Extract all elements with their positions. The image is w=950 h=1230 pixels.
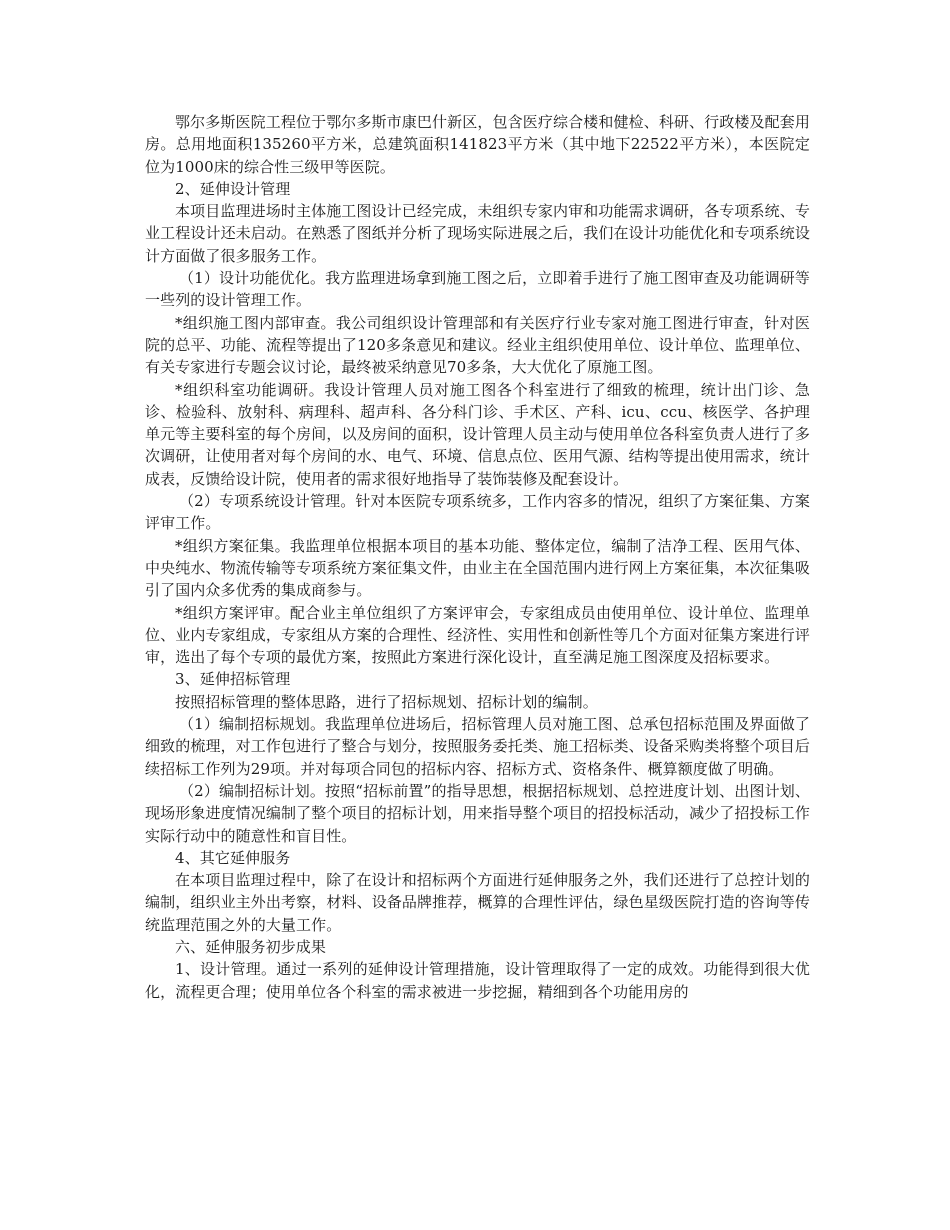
heading-tender-management: 3、延伸招标管理 [175,670,291,689]
paragraph-special-systems: （2）专项系统设计管理。针对本医院专项系统多，工作内容多的情况，组织了方案征集、方案评审工作。 [145,492,810,533]
paragraph-other-services: 在本项目监理过程中，除了在设计和招标两个方面进行延伸服务之外，我们还进行了总控计划的编制，组织业主外出考察，材料、设备品牌推荐，概算的合理性评估，绿色星级医院打造的咨询等传统监理范围之外的大量工作。 [145,871,810,934]
heading-initial-results: 六、延伸服务初步成果 [175,937,327,956]
paragraph-drawing-review: *组织施工图内部审查。我公司组织设计管理部和有关医疗行业专家对施工图进行审查，针对医院的总平、功能、流程等提出了120多条意见和建议。经业主组织使用单位、设计单位、监理单位、有关专家进行专题会议讨论，最终被采纳意见70多条，大大优化了原施工图。 [145,313,810,377]
paragraph-design-results: 1、设计管理。通过一系列的延伸设计管理措施，设计管理取得了一定的成效。功能得到很大优化，流程更合理；使用单位各个科室的需求被进一步挖掘，精细到各个功能用房的 [145,960,810,1001]
heading-design-management: 2、延伸设计管理 [175,179,291,198]
paragraph-design-intro: 本项目监理进场时主体施工图设计已经完成，未组织专家内审和功能需求调研，各专项系统、专业工程设计还未启动。在熟悉了图纸并分析了现场实际进展之后，我们在设计功能优化和专项系统设计方面做了很多服务工作。 [145,202,810,265]
paragraph-function-optimization: （1）设计功能优化。我方监理进场拿到施工图之后，立即着手进行了施工图审查及功能调研等一些列的设计管理工作。 [145,269,810,310]
paragraph-tender-intro: 按照招标管理的整体思路，进行了招标规划、招标计划的编制。 [175,692,598,711]
paragraph-tender-planning: （1）编制招标规划。我监理单位进场后，招标管理人员对施工图、总承包招标范围及界面做了细致的梳理，对工作包进行了整合与划分，按照服务委托类、施工招标类、设备采购类将整个项目后续招标工作列为29项。并对每项合同包的招标内容、招标方式、资格条件、概算额度做了明确。 [145,715,810,778]
heading-other-services: 4、其它延伸服务 [175,848,291,867]
paragraph-tender-schedule: （2）编制招标计划。按照“招标前置”的指导思想，根据招标规划、总控进度计划、出图计划、现场形象进度情况编制了整个项目的招标计划，用来指导整个项目的招投标活动，减少了招投标工作实际行动中的随意性和盲目性。 [145,781,810,845]
paragraph-project-overview: 鄂尔多斯医院工程位于鄂尔多斯市康巴什新区，包含医疗综合楼和健检、科研、行政楼及配套用房。总用地面积135260平方米，总建筑面积141823平方米（其中地下22522平方米），本医院定位为1000床的综合性三级甲等医院。 [145,113,810,176]
paragraph-scheme-collection: *组织方案征集。我监理单位根据本项目的基本功能、整体定位，编制了洁净工程、医用气体、中央纯水、物流传输等专项系统方案征集文件，由业主在全国范围内进行网上方案征集，本次征集吸引了国内众多优秀的集成商参与。 [145,536,810,600]
paragraph-scheme-review: *组织方案评审。配合业主单位组织了方案评审会，专家组成员由使用单位、设计单位、监理单位、业内专家组成，专家组从方案的合理性、经济性、实用性和创新性等几个方面对征集方案进行评审，选出了每个专项的最优方案，按照此方案进行深化设计，直至满足施工图深度及招标要求。 [145,603,810,667]
paragraph-department-survey: *组织科室功能调研。我设计管理人员对施工图各个科室进行了细致的梳理，统计出门诊、急诊、检验科、放射科、病理科、超声科、各分科门诊、手术区、产科、icu、ccu、核医学、各护理单元等主要科室的每个房间，以及房间的面积，设计管理人员主动与使用单位各科室负责人进行了多次调研，让使用者对每个房间的水、电气、环境、信息点位、医用气源、结构等提出使用需求，统计成表，反馈给设计院，使用者的需求很好地指导了装饰装修及配套设计。 [145,380,810,488]
document-body [145,111,810,1003]
